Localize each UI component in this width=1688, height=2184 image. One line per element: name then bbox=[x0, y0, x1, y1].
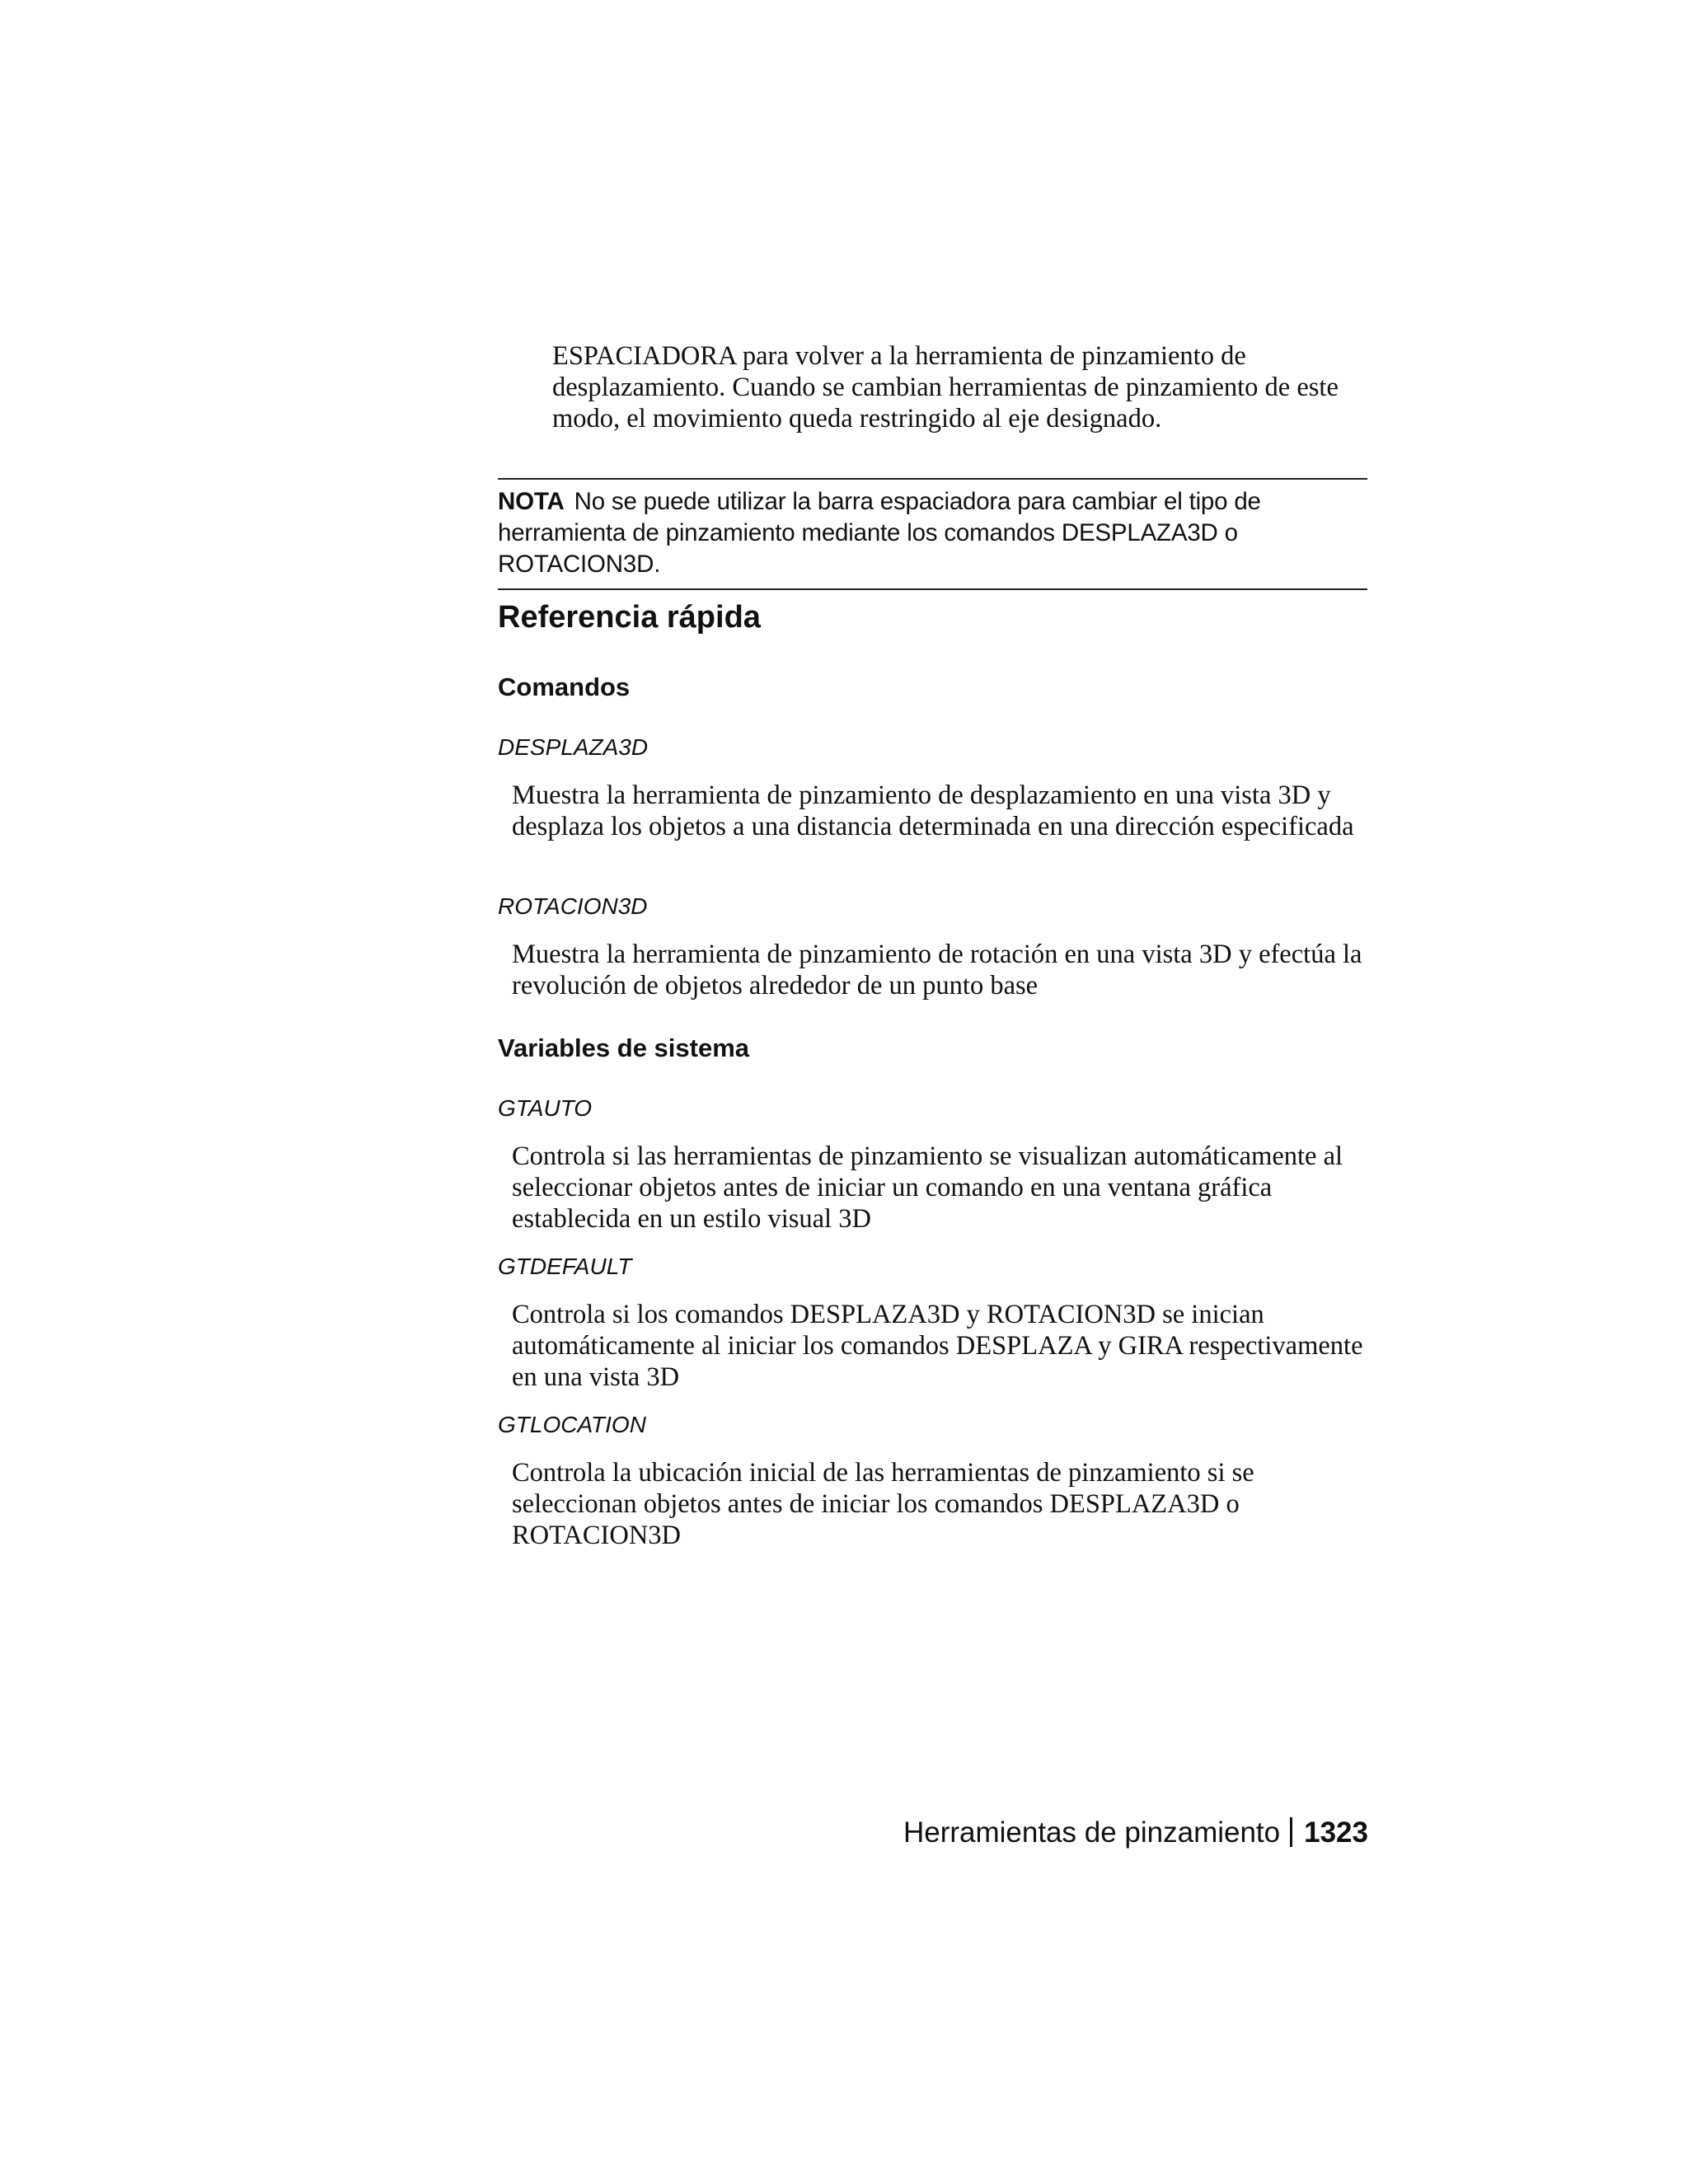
commands-heading: Comandos bbox=[498, 673, 631, 701]
variable-term-gtdefault: GTDEFAULT bbox=[498, 1254, 632, 1279]
command-term-desplaza3d: DESPLAZA3D bbox=[498, 734, 649, 760]
command-term-rotacion3d: ROTACION3D bbox=[498, 893, 648, 919]
variable-term-gtlocation: GTLOCATION bbox=[498, 1412, 646, 1437]
variable-description-gtauto: Controla si las herramientas de pinzamiento se visualizan automáticamente al seleccionar objetos antes de iniciar un comando en una ventana gráfica establecida en un estilo visual 3D bbox=[512, 1141, 1343, 1234]
command-description-rotacion3d: Muestra la herramienta de pinzamiento de rotación en una vista 3D y efectúa la revolución de objetos alrededor de un punto base bbox=[512, 940, 1362, 1001]
note-text: No se puede utilizar la barra espaciadora para cambiar el tipo de herramienta de pinzamiento mediante los comandos DESPLAZA3D o ROTACION3D. bbox=[498, 488, 1261, 578]
page-footer bbox=[824, 1815, 1368, 1851]
footer-separator bbox=[1290, 1817, 1292, 1847]
footer-chapter-title: Herramientas de pinzamiento bbox=[903, 1816, 1281, 1849]
variable-description-gtlocation: Controla la ubicación inicial de las herramientas de pinzamiento si se seleccionan objetos antes de iniciar los comandos DESPLAZA3D o ROTACION3D bbox=[512, 1458, 1254, 1550]
page-number: 1323 bbox=[1304, 1816, 1368, 1849]
variable-description-gtdefault: Controla si los comandos DESPLAZA3D y ROTACION3D se inician automáticamente al iniciar los comandos DESPLAZA y GIRA respectivamente en una vista 3D bbox=[512, 1300, 1363, 1392]
note-label: NOTA bbox=[498, 488, 565, 515]
variable-term-gtauto: GTAUTO bbox=[498, 1095, 593, 1121]
command-description-desplaza3d: Muestra la herramienta de pinzamiento de desplazamiento en una vista 3D y desplaza los objetos a una distancia determinada en una dirección especificada bbox=[512, 780, 1354, 841]
note-box bbox=[498, 478, 1367, 590]
intro-paragraph: ESPACIADORA para volver a la herramienta de pinzamiento de desplazamiento. Cuando se cambian herramientas de pinzamiento de este modo, el movimiento queda restringido al eje designado. bbox=[552, 341, 1339, 434]
section-title: Referencia rápida bbox=[498, 600, 761, 635]
variables-heading: Variables de sistema bbox=[498, 1033, 750, 1062]
